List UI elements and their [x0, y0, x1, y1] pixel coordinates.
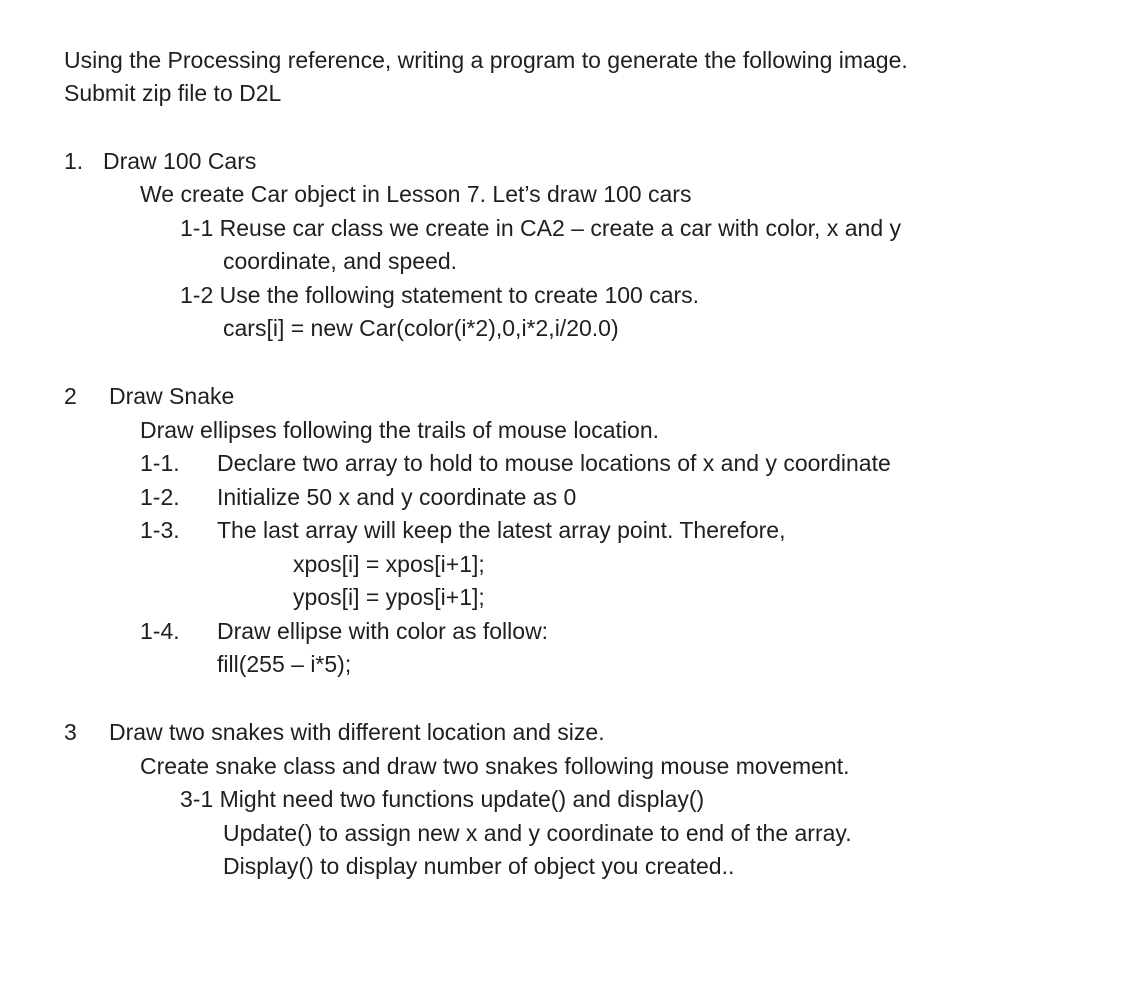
section-1-description: We create Car object in Lesson 7. Let’s draw 100 cars — [140, 181, 692, 207]
section-2-item-4-number: 1-4. — [140, 618, 180, 644]
section-2-code-ypos: ypos[i] = ypos[i+1]; — [293, 584, 485, 610]
section-2-item-3-text: The last array will keep the latest array point. Therefore, — [217, 517, 786, 543]
section-1-item-2-code: cars[i] = new Car(color(i*2),0,i*2,i/20.0) — [223, 315, 619, 341]
section-3-item-1-line-1: 3-1 Might need two functions update() and display() — [180, 786, 705, 812]
section-1-title: Draw 100 Cars — [103, 148, 257, 174]
intro-line-1: Using the Processing reference, writing a program to generate the following image. — [64, 47, 908, 73]
section-2-title: Draw Snake — [109, 383, 235, 409]
section-3-title: Draw two snakes with different location and size. — [109, 719, 605, 745]
section-3-description: Create snake class and draw two snakes following mouse movement. — [140, 753, 850, 779]
section-2-code-fill: fill(255 – i*5); — [217, 651, 352, 677]
section-1-item-1-line-1: 1-1 Reuse car class we create in CA2 – create a car with color, x and y — [180, 215, 901, 241]
section-1-item-1-line-2: coordinate, and speed. — [223, 248, 458, 274]
section-2-item-2-number: 1-2. — [140, 484, 180, 510]
section-3-item-1-line-2: Update() to assign new x and y coordinate to end of the array. — [223, 820, 852, 846]
section-2-item-3-number: 1-3. — [140, 517, 180, 543]
section-1-item-2-line-1: 1-2 Use the following statement to create 100 cars. — [180, 282, 700, 308]
section-2-description: Draw ellipses following the trails of mouse location. — [140, 417, 660, 443]
intro-line-2: Submit zip file to D2L — [64, 80, 282, 106]
section-3-number: 3 — [64, 719, 77, 745]
section-3-item-1-line-3: Display() to display number of object you created.. — [223, 853, 735, 879]
section-2-code-xpos: xpos[i] = xpos[i+1]; — [293, 551, 485, 577]
section-2-number: 2 — [64, 383, 77, 409]
section-2-item-4-text: Draw ellipse with color as follow: — [217, 618, 549, 644]
section-2-item-1-number: 1-1. — [140, 450, 180, 476]
section-2-item-1-text: Declare two array to hold to mouse locations of x and y coordinate — [217, 450, 891, 476]
section-2-item-2-text: Initialize 50 x and y coordinate as 0 — [217, 484, 577, 510]
section-1-number: 1. — [64, 148, 84, 174]
